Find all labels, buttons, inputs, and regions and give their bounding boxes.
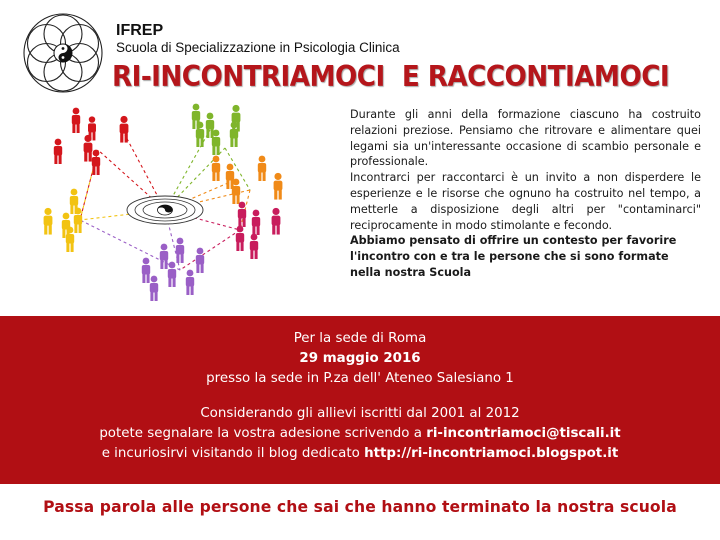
signup-line	[0, 424, 720, 444]
intro-paragraph-3: Abbiamo pensato di offrire un contesto per favorire l'incontro con e tra le persone che si sono formate nella nostra Scuola	[350, 234, 677, 279]
event-banner	[0, 316, 720, 484]
page-title: RI-INCONTRIAMOCI E RACCONTIAMOCI	[112, 60, 670, 93]
green-people-group-icon	[192, 104, 241, 155]
yin-yang-icon	[54, 44, 72, 62]
footer-message: Passa parola alle persone che sai che hanno terminato la nostra scuola	[43, 498, 677, 516]
event-students: Considerando gli allievi iscritti dal 2001 al 2012	[200, 406, 520, 421]
intro-text	[350, 107, 701, 281]
intro-paragraph-2: Incontrarci per raccontarci è un invito a non disperdere le esperienze e le risorse che ognuno ha costruito nel tempo, a metterle a disposizione degli altri per "contaminarci" reciprocamente in modo stimolante e fecondo.	[350, 171, 701, 232]
blog-link[interactable]: http://ri-incontriamoci.blogspot.it	[364, 446, 619, 461]
email-link[interactable]: ri-incontriamoci@tiscali.it	[426, 426, 621, 441]
intro-paragraph-1: Durante gli anni della formazione ciascuno ha costruito relazioni preziose. Pensiamo che ritrovare e alimentare quei legami sia un'interessante occasione di scambio personale e professionale.	[350, 108, 701, 169]
event-location-label: Per la sede di Roma	[293, 331, 427, 346]
org-name: IFREP	[116, 22, 164, 39]
ifrep-logo	[22, 12, 104, 94]
blog-line	[0, 444, 720, 464]
central-hub-icon	[127, 196, 203, 224]
yellow-people-group-icon	[44, 189, 83, 252]
signup-text: potete segnalare la vostra adesione scrivendo a	[99, 426, 427, 441]
org-subtitle: Scuola di Specializzazione in Psicologia Clinica	[116, 40, 400, 55]
orange-people-group-icon	[212, 156, 283, 204]
event-venue: presso la sede in P.za dell' Ateneo Salesiano 1	[206, 371, 514, 386]
pink-people-group-icon	[236, 202, 281, 259]
purple-people-group-icon	[142, 238, 204, 301]
red-people-group-icon	[54, 108, 129, 175]
people-network-illustration	[40, 100, 340, 310]
event-date: 29 maggio 2016	[299, 351, 421, 366]
blog-text: e incuriosirvi visitando il blog dedicato	[101, 446, 365, 461]
